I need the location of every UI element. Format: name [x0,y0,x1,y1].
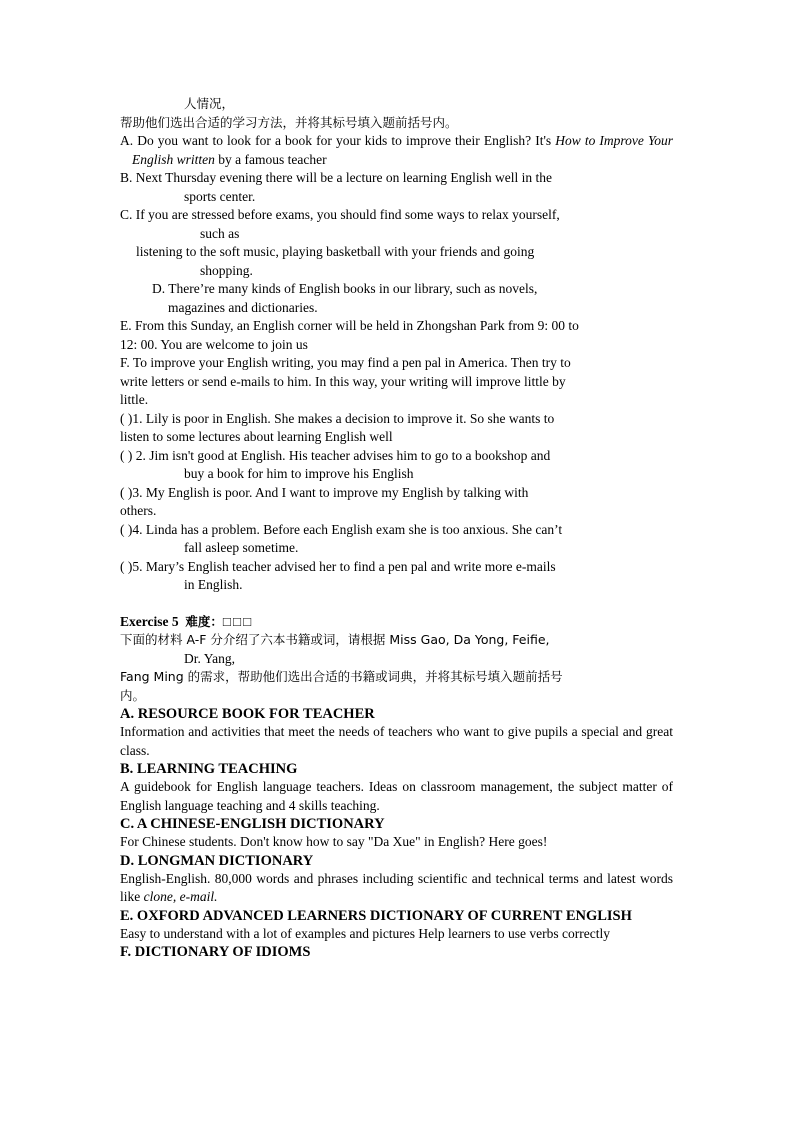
book-c-title: C. A CHINESE-ENGLISH DICTIONARY [120,816,385,832]
question-4-line1: ( )4. Linda has a problem. Before each English exam she is too anxious. She can’t [120,521,563,537]
question-4-line2: fall asleep sometime. [184,540,299,555]
question-1-line2: listen to some lectures about learning English well [120,429,393,444]
option-e-line1: E. From this Sunday, an English corner will be held in Zhongshan Park from 9: 00 to [120,318,579,333]
option-f-line2: write letters or send e-mails to him. In this way, your writing will improve little by [120,373,566,389]
book-d-desc [120,870,673,907]
exercise5-instr-line1: 下面的材料 A-F 分介绍了六本书籍或词，请根据 Miss Gao, Da Yong, Feifie, [120,632,550,647]
book-c-desc: For Chinese students. Don't know how to say "Da Xue" in English? Here goes! [120,834,548,849]
option-c-line4: shopping. [200,262,253,278]
document-page [120,95,673,961]
option-a-text-pre: Do you want to look for a book for your kids to improve their English? It's [137,133,556,148]
option-b-line2: sports center. [184,188,256,204]
option-b-line1: B. Next Thursday evening there will be a lecture on learning English well in the [120,170,553,185]
option-c-line3: listening to the soft music, playing basketball with your friends and going [136,244,535,259]
exercise5-instr-line2: Dr. Yang, [184,650,236,666]
book-d-desc-text: English-English. 80,000 words and phrases including scientific and technical terms and latest words like [120,870,673,904]
book-f-title: F. DICTIONARY OF IDIOMS [120,944,311,960]
exercise5-label: Exercise 5 [120,613,179,629]
option-e-line2: 12: 00. You are welcome to join us [120,336,308,352]
book-d-desc-italic: clone, e-mail. [143,889,218,904]
exercise5-heading [120,613,673,632]
option-f-line1: F. To improve your English writing, you may find a pen pal in America. Then try to [120,355,571,370]
exercise5-instr-line3: Fang Ming 的需求，帮助他们选出合适的书籍或词典，并将其标号填入题前括号 [120,669,563,684]
option-a-letter: A. [120,133,134,148]
exercise5-instr-line4: 内。 [120,687,146,703]
book-e-title: E. OXFORD ADVANCED LEARNERS DICTIONARY OF CURRENT ENGLISH [120,907,632,924]
book-e-desc: Easy to understand with a lot of examples and pictures Help learners to use verbs correctly [120,925,610,941]
difficulty-label: 难度： [185,613,223,629]
question-3-line1: ( )3. My English is poor. And I want to improve my English by talking with [120,484,529,500]
question-2-line1: ( ) 2. Jim isn't good at English. His teacher advises him to go to a bookshop and [120,447,551,463]
top-fragment: 人情况， [184,96,235,111]
option-c-line2: such as [200,225,240,241]
book-a-title: A. RESOURCE BOOK FOR TEACHER [120,706,375,722]
option-c-line1: C. If you are stressed before exams, you should find some ways to relax yourself, [120,207,560,222]
question-3-line2: others. [120,503,157,518]
option-f-line3: little. [120,392,149,407]
book-d-title: D. LONGMAN DICTIONARY [120,852,314,869]
book-a-desc: Information and activities that meet the needs of teachers who want to give pupils a special and great class. [120,724,673,758]
instruction-1: 帮助他们选出合适的学习方法，并将其标号填入题前括号内。 [120,114,458,130]
option-a-text-post: by a famous teacher [214,151,327,167]
question-5-line1: ( )5. Mary’s English teacher advised her to find a pen pal and write more e-mails [120,558,556,574]
question-2-line2: buy a book for him to improve his English [184,466,414,481]
difficulty-stars: □□□ [222,613,254,629]
book-b-desc: A guidebook for English language teachers. Ideas on classroom management, the subject matter of English language teaching and 4 skills teaching. [120,779,673,813]
question-1-line1: ( )1. Lily is poor in English. She makes a decision to improve it. So she wants to [120,410,555,426]
option-d-line1: D. There’re many kinds of English books in our library, such as novels, [152,281,538,296]
option-a-book-title: How to Improve Your English written [132,133,674,167]
option-d-line2: magazines and dictionaries. [168,299,318,315]
book-b-title: B. LEARNING TEACHING [120,761,298,777]
option-a [120,132,673,169]
question-5-line2: in English. [184,577,243,592]
